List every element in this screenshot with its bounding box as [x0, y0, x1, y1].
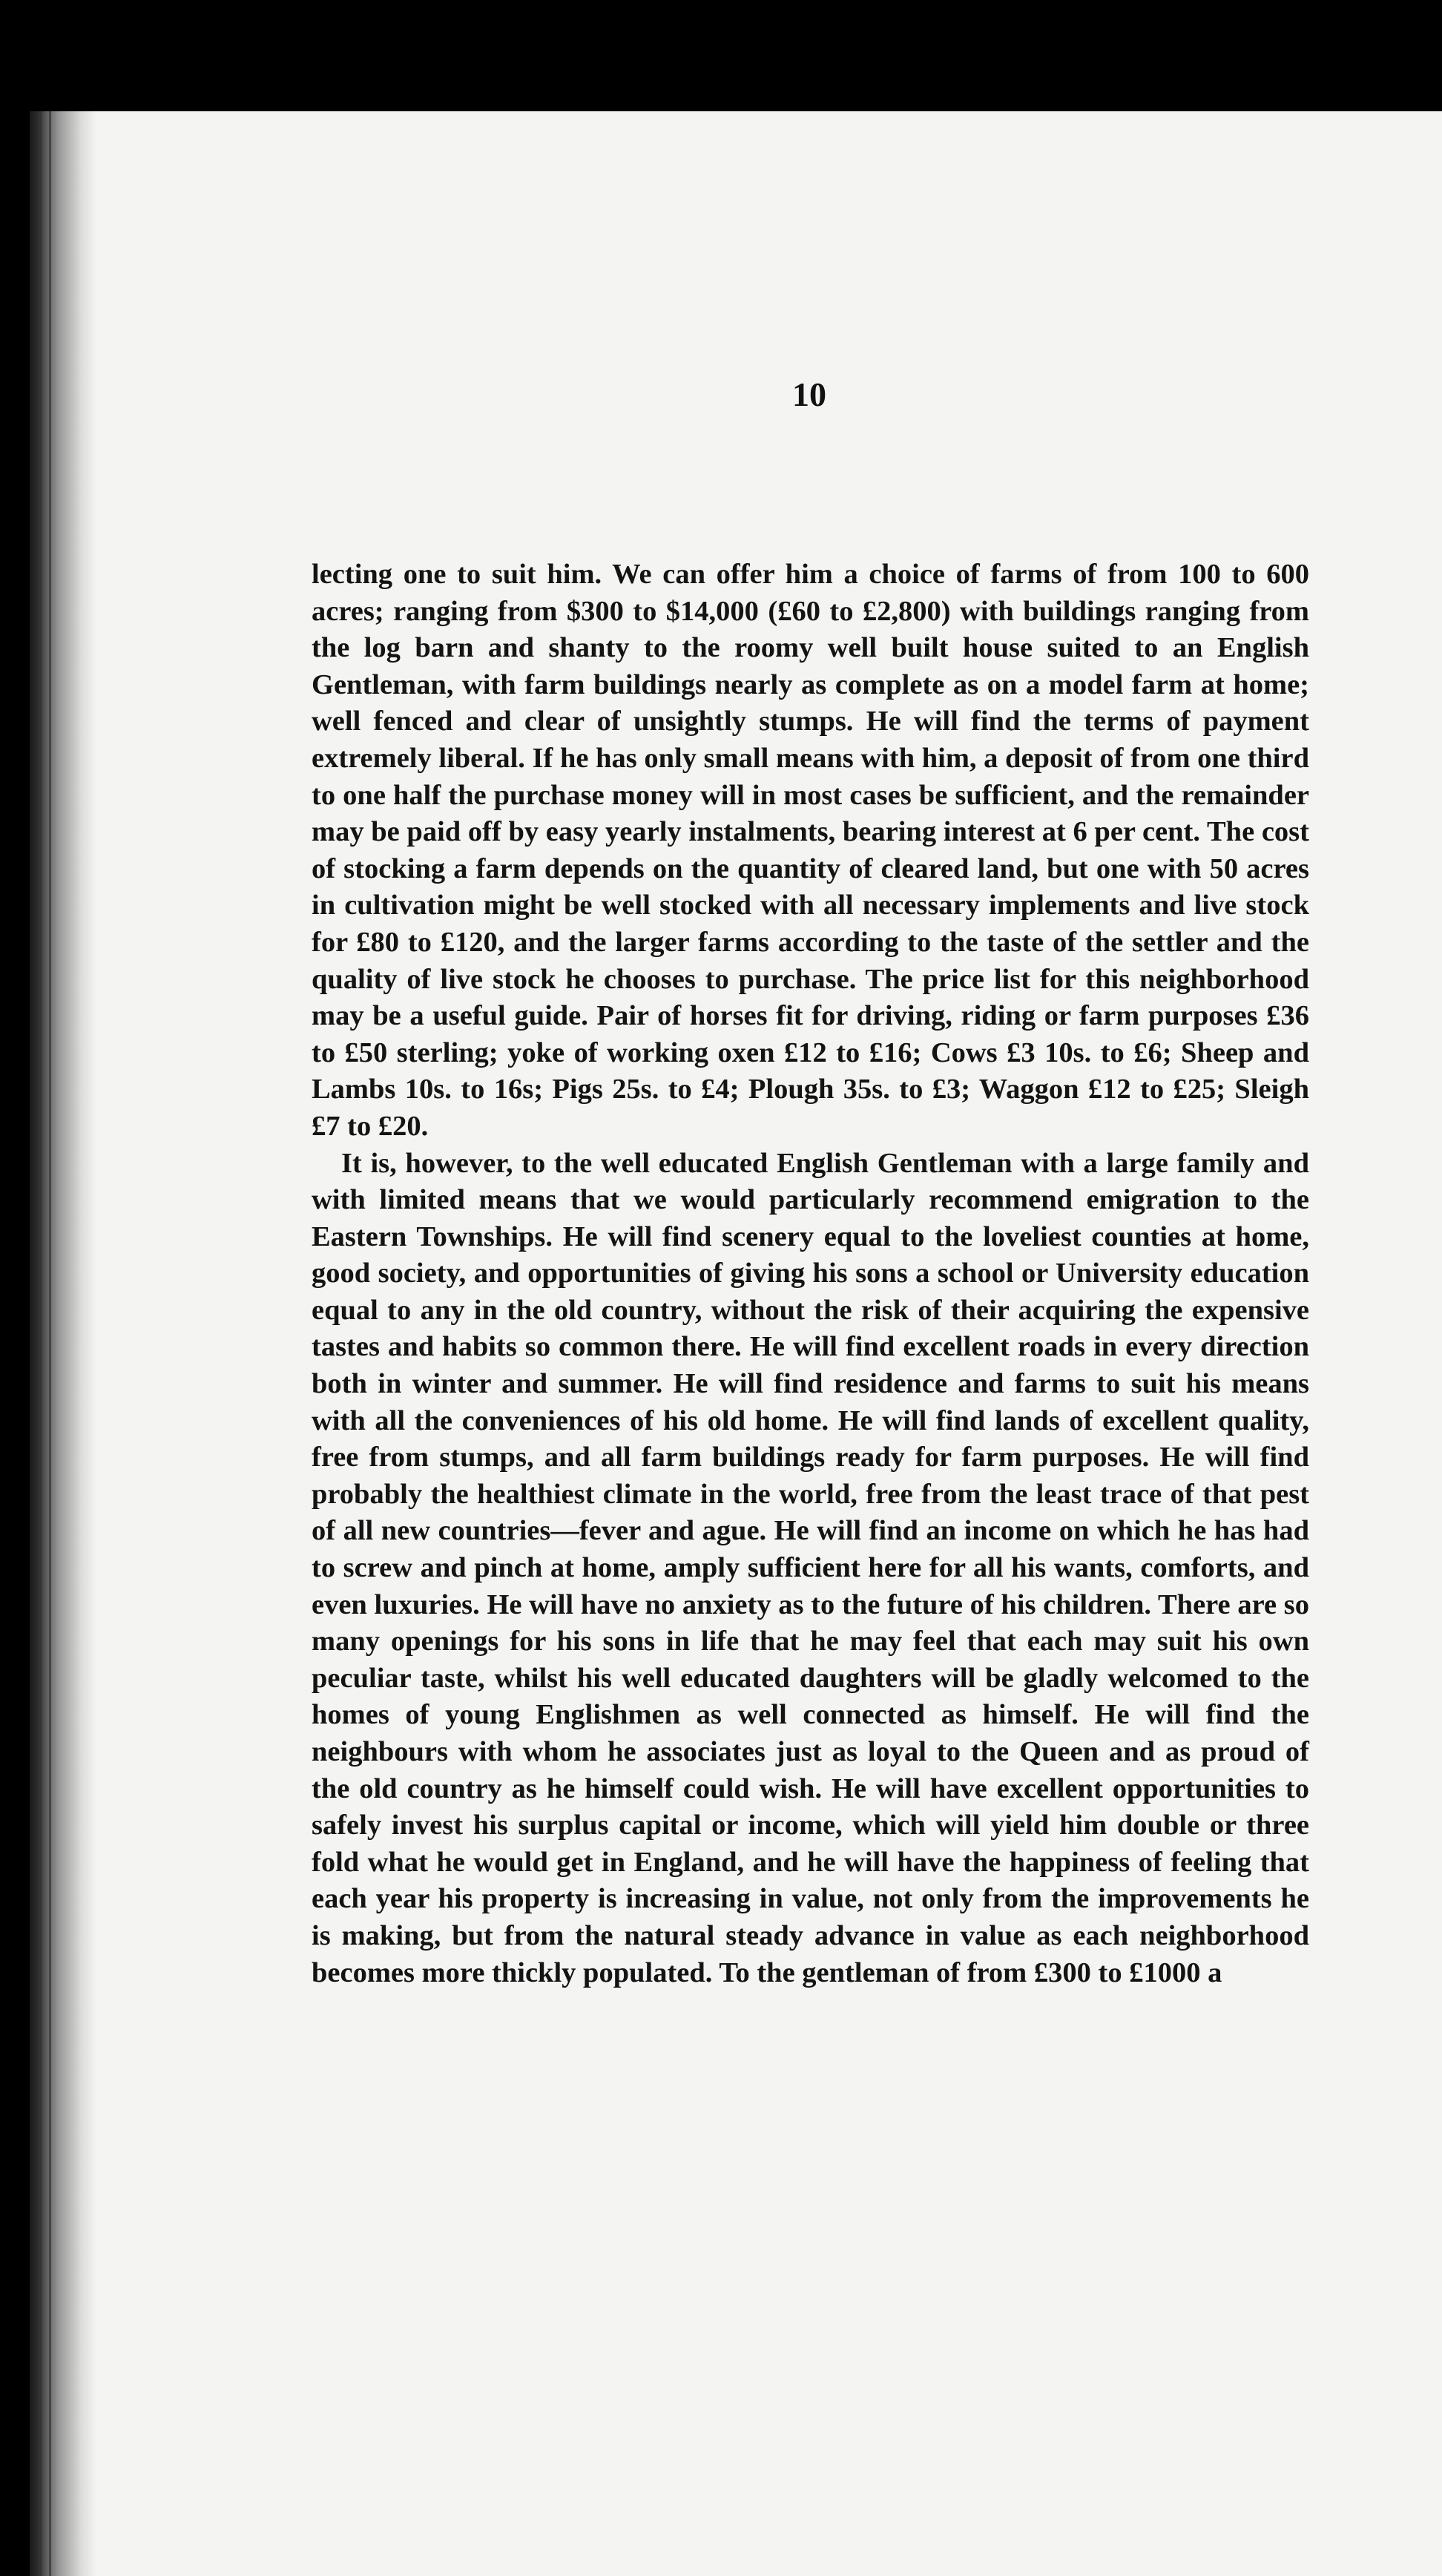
binding-line-1: [39, 111, 42, 2576]
body-text: [312, 556, 1309, 1991]
paragraph-2: It is, however, to the well educated English Gentleman with a large family and with limited means that we would particularly recommend emigration to the Eastern Townships. He will find scenery equal to the loveliest counties at home, good society, and opportunities of giving his sons a school or University education equal to any in the old country, without the risk of their acquiring the expensive tastes and habits so common there. He will find excellent roads in every direction both in winter and summer. He will find residence and farms to suit his means with all the conveniences of his old home. He will find lands of excellent quality, free from stumps, and all farm buildings ready for farm purposes. He will find probably the healthiest climate in the world, free from the least trace of that pest of all new countries—fever and ague. He will find an income on which he has had to screw and pinch at home, amply sufficient here for all his wants, comforts, and even luxuries. He will have no anxiety as to the future of his children. There are so many openings for his sons in life that he may feel that each may suit his own peculiar taste, whilst his well educated daughters will be gladly welcomed to the homes of young Englishmen as well connected as himself. He will find the neighbours with whom he associates just as loyal to the Queen and as proud of the old country as he himself could wish. He will have excellent opportunities to safely invest his surplus capital or income, which will yield him double or three fold what he would get in England, and he will have the happiness of feeling that each year his property is increasing in value, not only from the improvements he is making, but from the natural steady advance in value as each neighborhood becomes more thickly populated. To the gentleman of from £300 to £1000 a: [312, 1147, 1309, 1988]
page-number: 10: [792, 375, 826, 413]
paragraph-1: lecting one to suit him. We can offer him a choice of farms of from 100 to 600 acres; ranging from $300 to $14,000 (£60 to £2,800) with buildings ranging from the log barn and shanty to the roomy well built house suited to an English Gentleman, with farm buildings nearly as complete as on a model farm at home; well fenced and clear of unsightly stumps. He will find the terms of payment extremely liberal. If he has only small means with him, a deposit of from one third to one half the purchase money will in most cases be sufficient, and the remainder may be paid off by easy yearly instalments, bearing interest at 6 per cent. The cost of stocking a farm depends on the quantity of cleared land, but one with 50 acres in cultivation might be well stocked with all necessary implements and live stock for £80 to £120, and the larger farms according to the taste of the settler and the quality of live stock he chooses to purchase. The price list for this neighborhood may be a useful guide. Pair of horses fit for driving, riding or farm purposes £36 to £50 sterling; yoke of working oxen £12 to £16; Cows £3 10s. to £6; Sheep and Lambs 10s. to 16s; Pigs 25s. to £4; Plough 35s. to £3; Waggon £12 to £25; Sleigh £7 to £20.: [312, 559, 1309, 1142]
binding-line-2: [49, 111, 51, 2576]
scan-top-border: [0, 0, 1442, 111]
document-page: [30, 111, 1442, 2576]
